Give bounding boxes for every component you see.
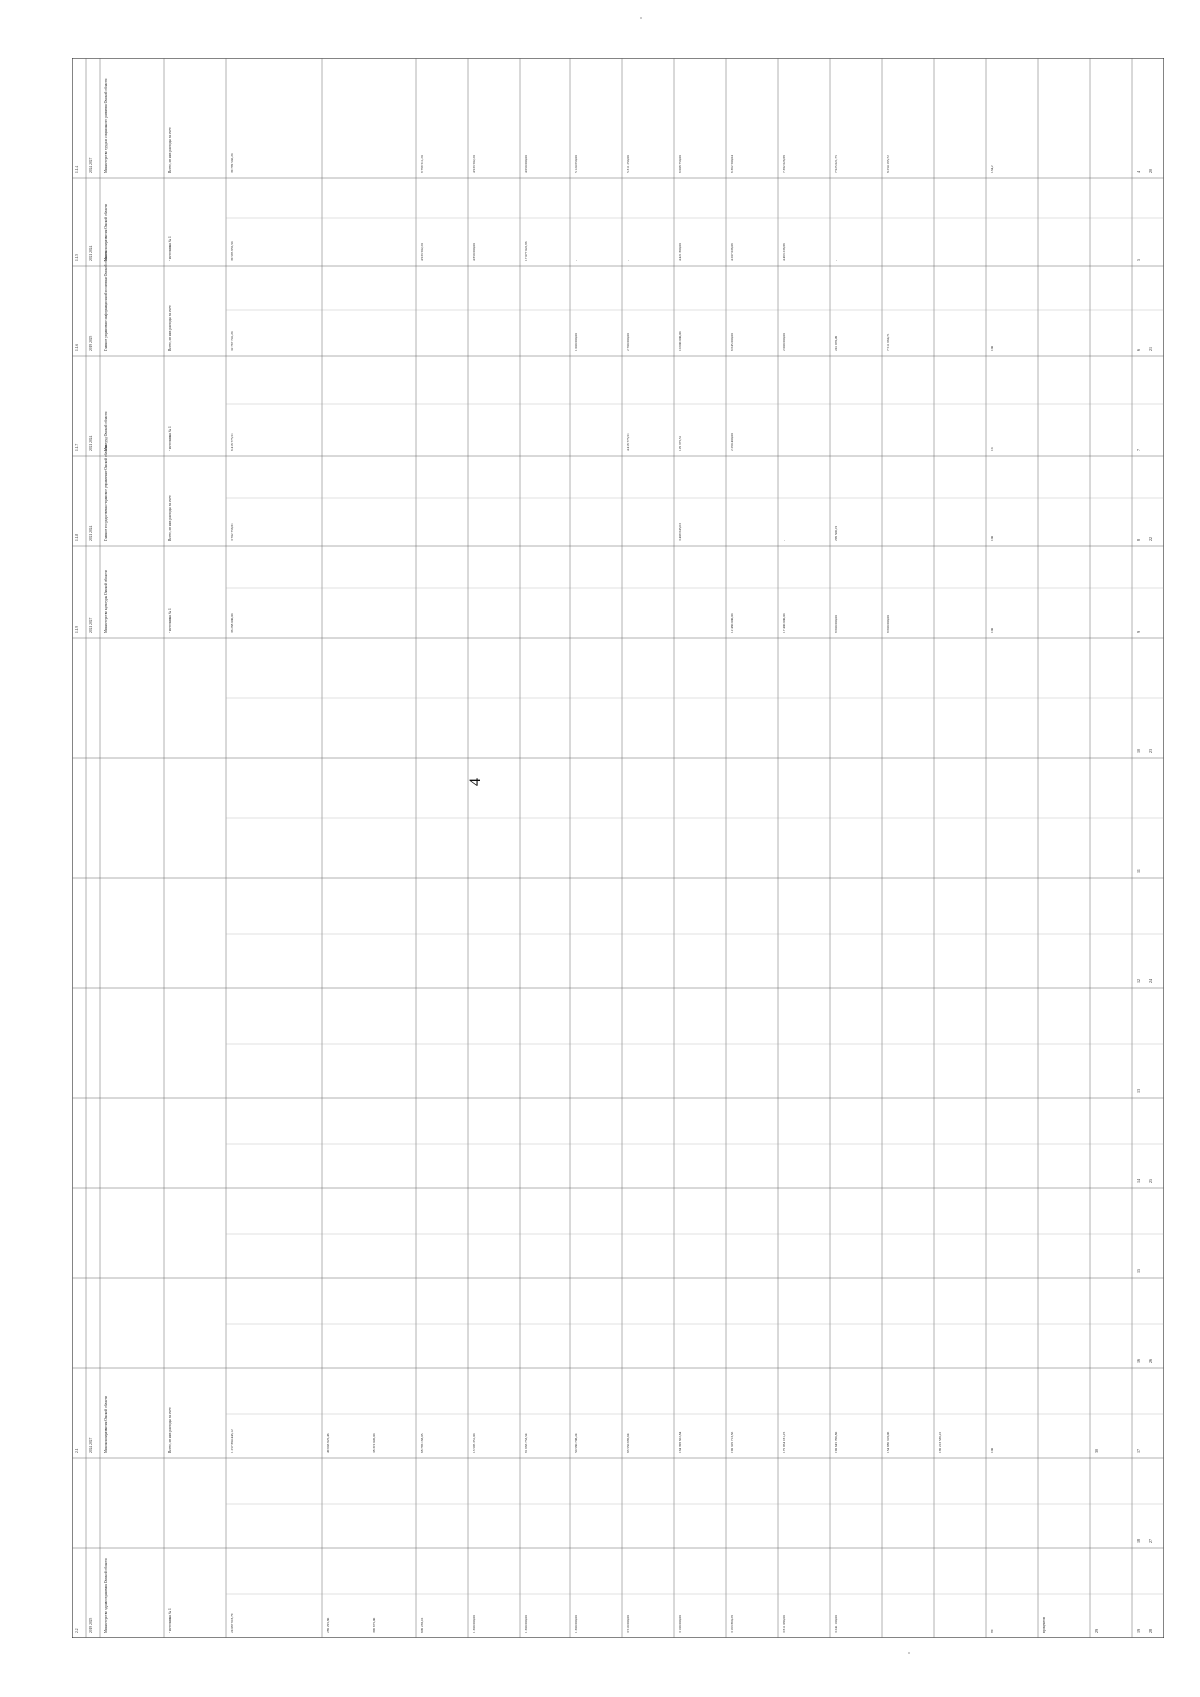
row-value: 154 986 318,06 bbox=[886, 1431, 890, 1453]
row-value: 164 398 822,84 bbox=[678, 1431, 682, 1453]
row-total: 39 799 502,20 bbox=[230, 153, 234, 173]
row-value: 2 290 400,00 bbox=[730, 433, 734, 451]
row-value: 7 925 021,75 bbox=[834, 155, 838, 173]
row-total: 39 595 855,50 bbox=[230, 241, 234, 261]
row-executor: Министерство труда и социального развития Омской области bbox=[104, 78, 108, 173]
row-source: - источника № 1 bbox=[168, 608, 172, 633]
row-code: 1.1.7 bbox=[75, 443, 79, 451]
row-value: 609 238,10 bbox=[420, 1617, 424, 1633]
row-value: 129 375,51 bbox=[678, 435, 682, 451]
row-source: Всего, из них расходы за счет: bbox=[168, 126, 172, 173]
row-value: 1 300 000,00 bbox=[472, 1615, 476, 1633]
row-value: 3 510 000,00 bbox=[626, 1615, 630, 1633]
header-number: 7 bbox=[1136, 449, 1141, 451]
row-total: 6 418 775,51 bbox=[230, 433, 234, 451]
header-number: 5 bbox=[1136, 259, 1141, 261]
row-value: 9 600 000,00 bbox=[886, 615, 890, 633]
row-value: 4 421 800,00 bbox=[678, 243, 682, 261]
row-code: 2.1 bbox=[75, 1448, 79, 1453]
row-target: 100 bbox=[990, 1447, 994, 1453]
row-value: 5 311 250,00 bbox=[626, 155, 630, 173]
row-target: 100 bbox=[990, 535, 994, 541]
row-value: - bbox=[834, 259, 838, 261]
row-target: 100 bbox=[990, 345, 994, 351]
row-value: 3 100 000,00 bbox=[678, 1615, 682, 1633]
row-code: 1.1.8 bbox=[75, 533, 79, 541]
row-years: 2021 2027 bbox=[89, 617, 93, 633]
row-executor: Министерство здравоохранения Омской области bbox=[104, 1558, 108, 1633]
scan-speck bbox=[908, 1652, 910, 1654]
row-source: - источника № 1 bbox=[168, 426, 172, 451]
header-number: 27 bbox=[1148, 1539, 1153, 1543]
header-number: 11 bbox=[1136, 869, 1141, 873]
header-number: 6 bbox=[1136, 349, 1141, 351]
row-executor: Главное государственно-правовое управление Омской области bbox=[104, 445, 108, 541]
row-value: 6 008 750,00 bbox=[678, 155, 682, 173]
row-years: 2021 2024 bbox=[89, 245, 93, 261]
row-value: 1 300 000,00 bbox=[574, 1615, 578, 1633]
header-number: 10 bbox=[1136, 749, 1141, 753]
row-source: - источника № 1 bbox=[168, 236, 172, 261]
row-value: 6 645 000,00 bbox=[730, 333, 734, 351]
row-source: Всего, из них расходы за счет: bbox=[168, 494, 172, 541]
row-executor: Минэкономразвития Омской области bbox=[104, 1395, 108, 1453]
row-lines bbox=[72, 178, 1164, 1548]
row-target: 99 bbox=[990, 1629, 994, 1633]
row-value: 10 600 000,00 bbox=[678, 331, 682, 351]
row-value: 17 400 000,00 bbox=[782, 613, 786, 633]
row-value: 1 300 000,00 bbox=[524, 1615, 528, 1633]
row-value: 3 811 080,00 bbox=[782, 1615, 786, 1633]
header-number: 19 bbox=[1136, 1629, 1141, 1633]
row-value: 4 207 036,06 bbox=[730, 243, 734, 261]
rotated-table-sheet bbox=[72, 58, 1164, 1638]
header-number: 26 bbox=[1148, 1359, 1153, 1363]
header-number: 23 bbox=[1148, 749, 1153, 753]
header-number: 4 bbox=[1136, 171, 1141, 173]
row-years: 2024 2027 bbox=[89, 157, 93, 173]
row-value: 49 603 825,46 bbox=[326, 1433, 330, 1453]
header-number: 12 bbox=[1136, 979, 1141, 983]
row-code: 1.1.4 bbox=[75, 165, 79, 173]
row-value: 2 000 000,00 bbox=[782, 333, 786, 351]
row-value: 3 241 100,00 bbox=[834, 1615, 838, 1633]
header-number: 14 bbox=[1136, 1179, 1141, 1183]
row-executor: Минэкономразвития Омской области bbox=[104, 203, 108, 261]
row-value: 4 463 236,86 bbox=[782, 243, 786, 261]
header-number: 8 bbox=[1136, 539, 1141, 541]
header-number: 18 bbox=[1136, 1539, 1141, 1543]
row-code: 2.2 bbox=[75, 1628, 79, 1633]
header-number: 22 bbox=[1148, 537, 1153, 541]
row-value: 7 511 664,71 bbox=[886, 333, 890, 351]
row-value: 9 600 000,00 bbox=[834, 615, 838, 633]
row-value: 3 163 860,28 bbox=[730, 1615, 734, 1633]
row-value: 1 000 000,00 bbox=[574, 333, 578, 351]
row-years: 2019 2025 bbox=[89, 335, 93, 351]
scan-speck bbox=[640, 17, 642, 19]
row-value: - bbox=[626, 259, 630, 261]
row-value: 299 506,19 bbox=[834, 525, 838, 541]
row-value: 8 254 195,72 bbox=[886, 155, 890, 173]
row-years: 2021 2024 bbox=[89, 525, 93, 541]
row-value: 7 382 026,88 bbox=[782, 155, 786, 173]
row-years: 2019 2025 bbox=[89, 1617, 93, 1633]
row-value: 289 295,80 bbox=[326, 1617, 330, 1633]
header-number: 17 bbox=[1136, 1449, 1141, 1453]
row-total: 24 087 918,79 bbox=[230, 1613, 234, 1633]
row-years: 2021 2024 bbox=[89, 435, 93, 451]
row-executor: Минтруд Омской области bbox=[104, 411, 108, 451]
row-target: 134,2 bbox=[990, 165, 994, 173]
header-number: 21 bbox=[1148, 347, 1153, 351]
header-number: 24 bbox=[1148, 979, 1153, 983]
row-total: 1 257 884 443,12 bbox=[230, 1429, 234, 1453]
row-value: 9 799 511,20 bbox=[420, 155, 424, 173]
row-value: 12 480 000,00 bbox=[730, 613, 734, 633]
row-value: - bbox=[574, 259, 578, 261]
row-code: 1.1.6 bbox=[75, 343, 79, 351]
row-source: - источника № 1 bbox=[168, 1608, 172, 1633]
page-number: 4 bbox=[467, 778, 484, 786]
header-number: 9 bbox=[1136, 631, 1141, 633]
row-value: 68 796 183,05 bbox=[420, 1433, 424, 1453]
row-value: 5 124 650,00 bbox=[574, 155, 578, 173]
row-code: 1.1.5 bbox=[75, 253, 79, 261]
header-number: 16 bbox=[1136, 1359, 1141, 1363]
row-total: 36 288 000,00 bbox=[230, 613, 234, 633]
row-value: 17 077 022,96 bbox=[524, 241, 528, 261]
row-value: 4 418 775,51 bbox=[626, 433, 630, 451]
row-executor: Главное управление информационной политики Омской области bbox=[104, 251, 108, 351]
row-value: 6 362 500,04 bbox=[730, 155, 734, 173]
header-number: 15 bbox=[1136, 1269, 1141, 1273]
row-target: 10 bbox=[990, 447, 994, 451]
row-target: 100 bbox=[990, 627, 994, 633]
row-source: Всего, из них расходы за счет: bbox=[168, 1406, 172, 1453]
footer-note: процентов bbox=[1042, 1617, 1046, 1633]
sub-row-lines bbox=[226, 218, 1164, 1594]
column-lines bbox=[86, 58, 1132, 1638]
header-number: 28 bbox=[1148, 1629, 1153, 1633]
row-total: 32 767 741,20 bbox=[230, 331, 234, 351]
row-value: 13 505 351,00 bbox=[472, 1433, 476, 1453]
row-value: 50 580 708,24 bbox=[574, 1433, 578, 1453]
row-value: 93 550 685,64 bbox=[626, 1433, 630, 1453]
row-value: 4 850 000,00 bbox=[472, 243, 476, 261]
row-value: 4 933 502,20 bbox=[420, 243, 424, 261]
header-number: 25 bbox=[1148, 1179, 1153, 1183]
row-total: 3 702 756,81 bbox=[230, 523, 234, 541]
header-number: 20 bbox=[1148, 169, 1153, 173]
row-value: 396 675,00 bbox=[372, 1617, 376, 1633]
row-value: 241 070,49 bbox=[834, 335, 838, 351]
row-value: 190 645 706,80 bbox=[834, 1431, 838, 1453]
row-code: 1.1.9 bbox=[75, 625, 79, 633]
row-value: 4 933 502,20 bbox=[472, 155, 476, 173]
row-value: 175 054 181,25 bbox=[782, 1431, 786, 1453]
row-source: Всего, из них расходы за счет: bbox=[168, 304, 172, 351]
header-number: 13 bbox=[1136, 1089, 1141, 1093]
row-value: - bbox=[782, 539, 786, 541]
row-years: 2024 2027 bbox=[89, 1437, 93, 1453]
row-value: 4 050 000,00 bbox=[524, 155, 528, 173]
row-value: 91 683 753,54 bbox=[524, 1433, 528, 1453]
row-value: 190 329 713,56 bbox=[730, 1431, 734, 1453]
row-value: 169 223 536,22 bbox=[938, 1431, 942, 1453]
row-value: 3 409 645,63 bbox=[678, 523, 682, 541]
row-value: 2 700 000,00 bbox=[626, 333, 630, 351]
row-executor: Министерство культуры Омской области bbox=[104, 570, 108, 633]
header-number: 30 bbox=[1094, 1449, 1099, 1453]
row-value: 38 319 045,00 bbox=[372, 1433, 376, 1453]
header-number: 29 bbox=[1094, 1629, 1099, 1633]
table-grid bbox=[72, 58, 1164, 1638]
